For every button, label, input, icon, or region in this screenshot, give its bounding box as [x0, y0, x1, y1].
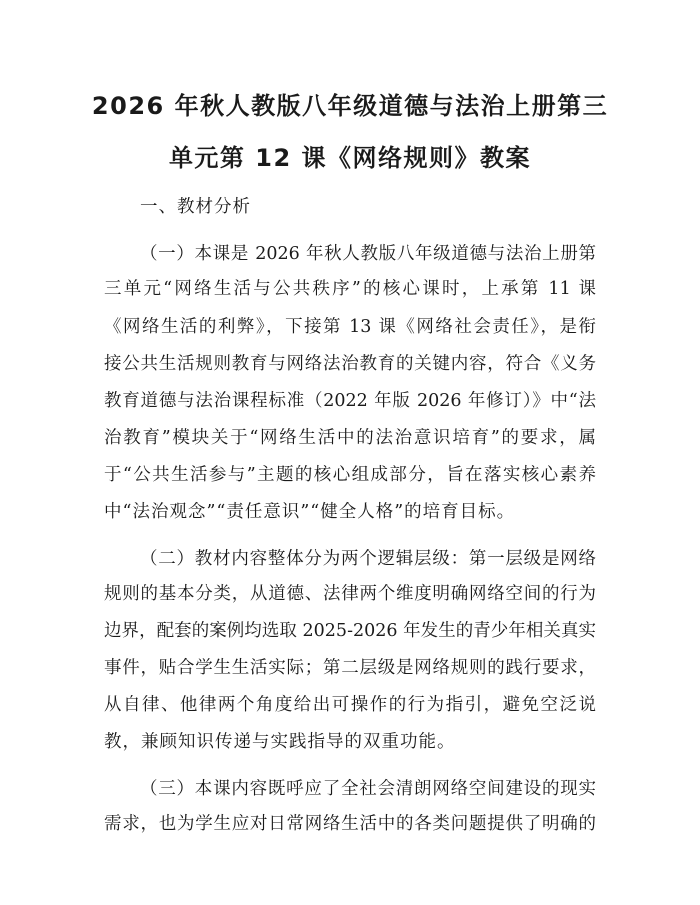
paragraph-1-line-4: 接公共生活规则教育与网络法治教育的关键内容，符合《义务 [104, 354, 596, 374]
paragraph-2-line-3: 边界，配套的案例均选取 2025-2026 年发生的青少年相关真实 [104, 621, 596, 641]
paragraph-2-line-5: 从自律、他律两个角度给出可操作的行为指引，避免空泛说 [104, 695, 596, 715]
paragraph-1-line-1: （一）本课是 2026 年秋人教版八年级道德与法治上册第 [140, 244, 596, 264]
section-heading: 一、教材分析 [140, 197, 251, 217]
document-title-line-1: 2026 年秋人教版八年级道德与法治上册第三 [91, 92, 609, 120]
paragraph-2-line-6: 教，兼顾知识传递与实践指导的双重功能。 [104, 732, 456, 752]
paragraph-1-line-3: 《网络生活的利弊》，下接第 13 课《网络社会责任》，是衔 [104, 317, 596, 337]
paragraph-2-line-4: 事件，贴合学生生活实际；第二层级是网络规则的践行要求， [104, 658, 596, 678]
paragraph-2-line-2: 规则的基本分类，从道德、法律两个维度明确网络空间的行为 [104, 584, 596, 604]
paragraph-1-line-8: 中“法治观念”“责任意识”“健全人格”的培育目标。 [104, 502, 516, 522]
paragraph-3-line-2: 需求，也为学生应对日常网络生活中的各类问题提供了明确的 [104, 814, 596, 834]
paragraph-1-line-7: 于“公共生活参与”主题的核心组成部分，旨在落实核心素养 [104, 465, 596, 485]
paragraph-3-line-1: （三）本课内容既呼应了全社会清朗网络空间建设的现实 [140, 779, 596, 799]
document-title-line-2: 单元第 12 课《网络规则》教案 [168, 144, 532, 172]
paragraph-1-line-5: 教育道德与法治课程标准（2022 年版 2026 年修订）》中“法 [104, 391, 596, 411]
paragraph-1-line-6: 治教育”模块关于“网络生活中的法治意识培育”的要求，属 [104, 428, 596, 448]
paragraph-1-line-2: 三单元“网络生活与公共秩序”的核心课时，上承第 11 课 [104, 279, 596, 299]
paragraph-2-line-1: （二）教材内容整体分为两个逻辑层级：第一层级是网络 [140, 549, 596, 569]
